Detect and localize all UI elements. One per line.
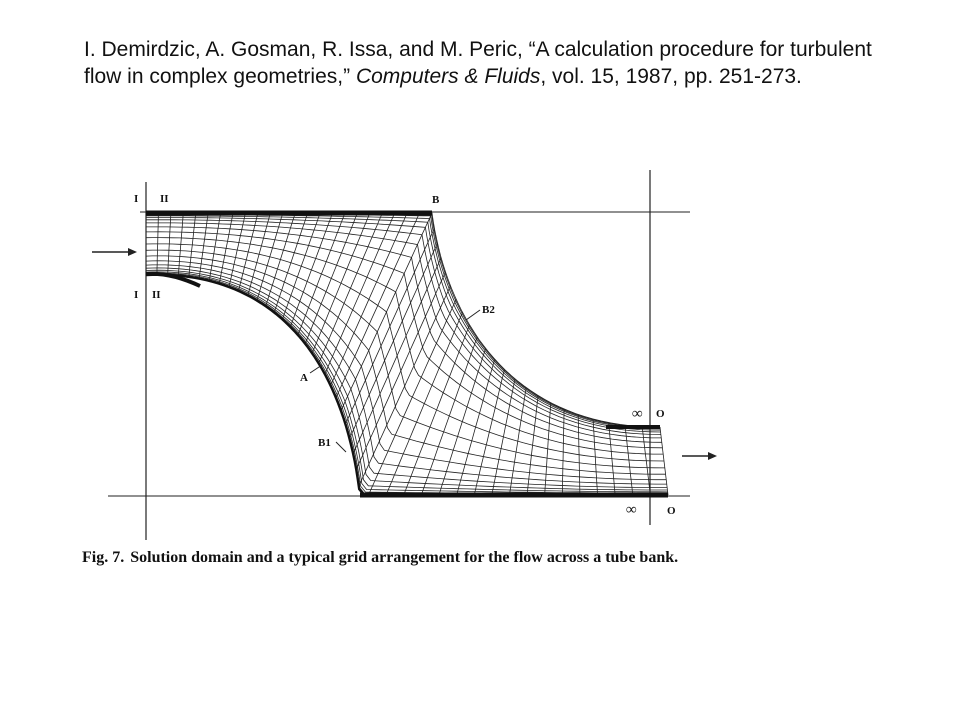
mesh-streamwise-line [146, 215, 660, 429]
leader-b1 [336, 442, 346, 452]
leader-b2 [466, 310, 480, 320]
mesh-streamwise-line [146, 214, 660, 428]
mesh-streamwise-line [146, 238, 663, 455]
mesh-cross-line [298, 213, 345, 335]
mesh-cross-line [336, 213, 420, 398]
mesh-streamwise-line [146, 273, 668, 493]
mesh-cross-line [527, 396, 538, 496]
label-b2: B2 [482, 304, 495, 316]
label-i-bottom: I [134, 289, 139, 301]
mesh-streamwise-line [146, 274, 668, 494]
citation-title: “A calculation procedure for turbulent flow in complex geometries,” [84, 38, 872, 88]
label-i-top: I [134, 193, 139, 205]
outflow-arrow [682, 452, 717, 460]
tube-surface-boundary [146, 275, 668, 495]
mesh-cross-line [350, 243, 438, 439]
mesh-cross-line [386, 312, 462, 495]
mesh-cross-line [421, 337, 477, 495]
caption-number: Fig. 7. [82, 549, 125, 566]
mesh-cross-line [312, 213, 370, 353]
curvilinear-mesh [146, 213, 668, 495]
mesh-streamwise-line [146, 256, 666, 474]
figure-caption [82, 549, 678, 567]
label-ii-top: II [160, 193, 169, 205]
label-ii-bottom: II [152, 289, 161, 301]
leader-a [310, 365, 322, 373]
label-inf-bottom: ∞ [626, 502, 637, 518]
mesh-streamwise-line [146, 227, 662, 442]
label-o-top: O [656, 408, 665, 420]
mesh-streamwise-line [146, 265, 667, 484]
inflow-arrow [92, 248, 137, 256]
citation-journal: Computers & Fluids [355, 65, 541, 88]
label-a: A [300, 372, 308, 384]
label-inf-top: ∞ [632, 406, 643, 422]
label-b1: B1 [318, 437, 331, 449]
citation-authors: I. Demirdzic, A. Gosman, R. Issa, and M. Peric, [84, 38, 523, 61]
caption-text: Solution domain and a typical grid arrangement for the flow across a tube bank. [130, 549, 679, 566]
citation-details: , vol. 15, 1987, pp. 251-273. [540, 65, 802, 88]
mesh-streamwise-line [146, 274, 668, 494]
mesh-streamwise-line [146, 275, 668, 495]
mesh-cross-line [369, 299, 457, 495]
mesh-streamwise-line [146, 270, 667, 490]
label-b: B [432, 194, 440, 206]
mesh-cross-line [404, 325, 470, 495]
label-o-bottom: O [667, 505, 676, 517]
